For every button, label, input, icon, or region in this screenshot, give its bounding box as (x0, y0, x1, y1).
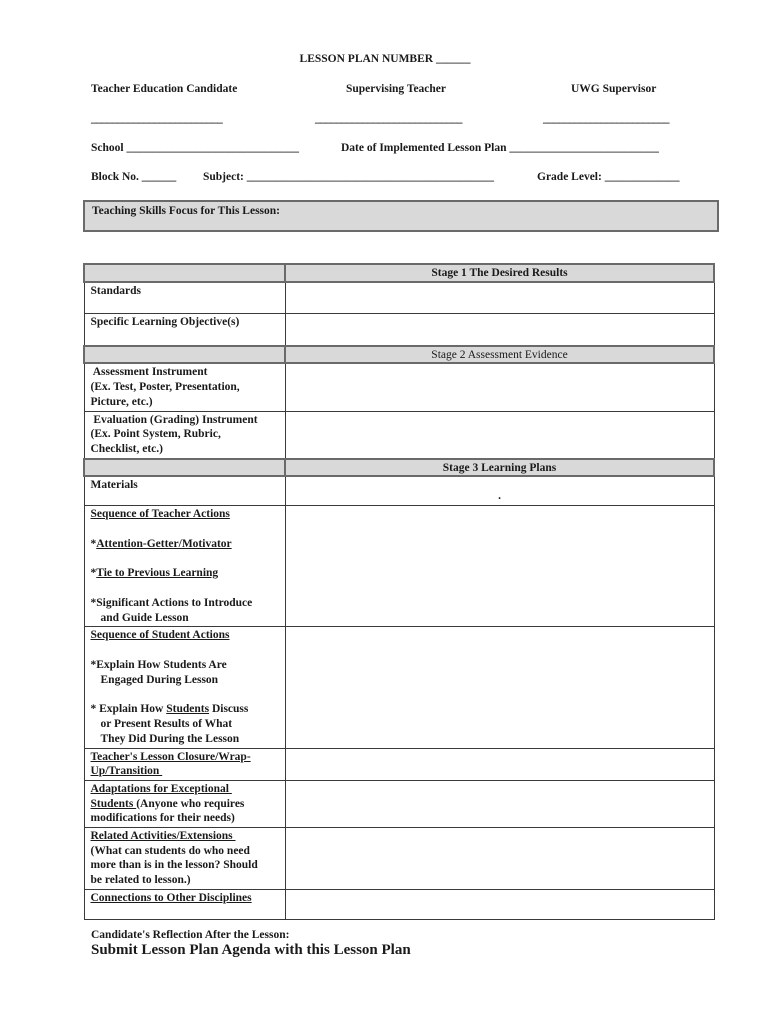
date-field[interactable]: Date of Implemented Lesson Plan __________________________ (341, 142, 659, 154)
student-actions-label (84, 627, 285, 748)
subject-field[interactable]: Subject: ___________________________________________ (203, 171, 495, 183)
tie-previous-line: *Tie to Previous Learning (90, 567, 219, 580)
stage1-header-row (84, 264, 714, 282)
evaluation-line: (Ex. Point System, Rubric, (90, 428, 221, 441)
attention-getter-text: Attention-Getter/Motivator (96, 537, 232, 550)
assessment-line: Assessment Instrument (90, 366, 208, 379)
table-row (84, 314, 714, 346)
reflection-label: Candidate's Reflection After the Lesson: (91, 929, 290, 941)
explain-discuss-line3: They Did During the Lesson (100, 732, 240, 745)
stage2-heading: Stage 2 Assessment Evidence (285, 346, 714, 364)
assessment-line: (Ex. Test, Poster, Presentation, (90, 381, 240, 394)
attention-getter-line: *Attention-Getter/Motivator (90, 537, 232, 550)
student-actions-heading: Sequence of Student Actions (90, 629, 230, 642)
materials-dot: . (498, 490, 501, 503)
connections-input[interactable] (285, 889, 714, 919)
evaluation-line: Evaluation (Grading) Instrument (90, 413, 258, 426)
closure-label: Teacher's Lesson Closure/Wrap- Up/Transition (84, 748, 285, 780)
teacher-actions-input[interactable] (285, 505, 714, 627)
table-row (84, 476, 714, 505)
teacher-actions-heading: Sequence of Teacher Actions (90, 507, 230, 520)
evaluation-line: Checklist, etc.) (90, 442, 163, 455)
signature-line-candidate[interactable]: _________________________ (91, 113, 223, 125)
closure-input[interactable] (285, 748, 714, 780)
related-activities-input[interactable] (285, 828, 714, 890)
school-field[interactable]: School ______________________________ (91, 142, 299, 154)
role-supervising-teacher: Supervising Teacher (346, 83, 447, 95)
objectives-input[interactable] (285, 314, 714, 346)
assessment-instrument-input[interactable] (285, 363, 714, 411)
table-row (84, 889, 714, 919)
table-row (84, 828, 714, 890)
signature-line-supervising-teacher[interactable]: ____________________________ (315, 113, 462, 125)
submit-note: Submit Lesson Plan Agenda with this Lesson Plan (91, 942, 411, 958)
table-row (84, 411, 714, 459)
evaluation-instrument-label (84, 411, 285, 459)
signature-line-uwg-supervisor[interactable]: ________________________ (543, 113, 669, 125)
stage1-heading: Stage 1 The Desired Results (285, 264, 714, 282)
table-row (84, 282, 714, 314)
explain-discuss-line: * Explain How Students Discuss (90, 703, 249, 716)
explain-discuss-line2: or Present Results of What (100, 718, 233, 731)
teaching-skills-box[interactable] (83, 200, 719, 232)
objectives-label: Specific Learning Objective(s) (84, 314, 285, 346)
assessment-line: Picture, etc.) (90, 395, 153, 408)
materials-input[interactable] (285, 476, 714, 505)
explain-engaged-line: *Explain How Students Are (90, 659, 227, 672)
table-row (84, 627, 714, 748)
tie-previous-text: Tie to Previous Learning (96, 567, 219, 580)
table-row (84, 505, 714, 627)
role-uwg-supervisor: UWG Supervisor (571, 83, 657, 95)
table-row (84, 363, 714, 411)
role-candidate: Teacher Education Candidate (91, 83, 238, 95)
adaptations-label: Adaptations for Exceptional Students (Anyone who requires modifications for their needs) (84, 780, 285, 827)
standards-input[interactable] (285, 282, 714, 314)
page-title: LESSON PLAN NUMBER ______ (299, 53, 471, 65)
stage3-heading: Stage 3 Learning Plans (285, 459, 714, 477)
connections-label: Connections to Other Disciplines (84, 889, 285, 919)
lesson-plan-table (83, 263, 715, 920)
standards-label: Standards (84, 282, 285, 314)
stage3-header-row (84, 459, 714, 477)
explain-engaged-line2: Engaged During Lesson (100, 673, 219, 686)
evaluation-instrument-input[interactable] (285, 411, 714, 459)
grade-level-field[interactable]: Grade Level: _____________ (537, 171, 680, 183)
teacher-actions-label (84, 505, 285, 627)
related-activities-label: Related Activities/Extensions (What can students do who need more than is in the lesson? Should be related to lesson.) (84, 828, 285, 890)
table-row (84, 748, 714, 780)
materials-label: Materials (84, 476, 285, 505)
block-field[interactable]: Block No. ______ (91, 171, 177, 183)
significant-actions-line2: and Guide Lesson (100, 611, 189, 624)
table-row (84, 780, 714, 827)
stage2-header-row (84, 346, 714, 364)
student-actions-input[interactable] (285, 627, 714, 748)
assessment-instrument-label (84, 363, 285, 411)
significant-actions-line: *Significant Actions to Introduce (90, 596, 253, 609)
adaptations-input[interactable] (285, 780, 714, 827)
teaching-skills-label: Teaching Skills Focus for This Lesson: (92, 205, 280, 217)
